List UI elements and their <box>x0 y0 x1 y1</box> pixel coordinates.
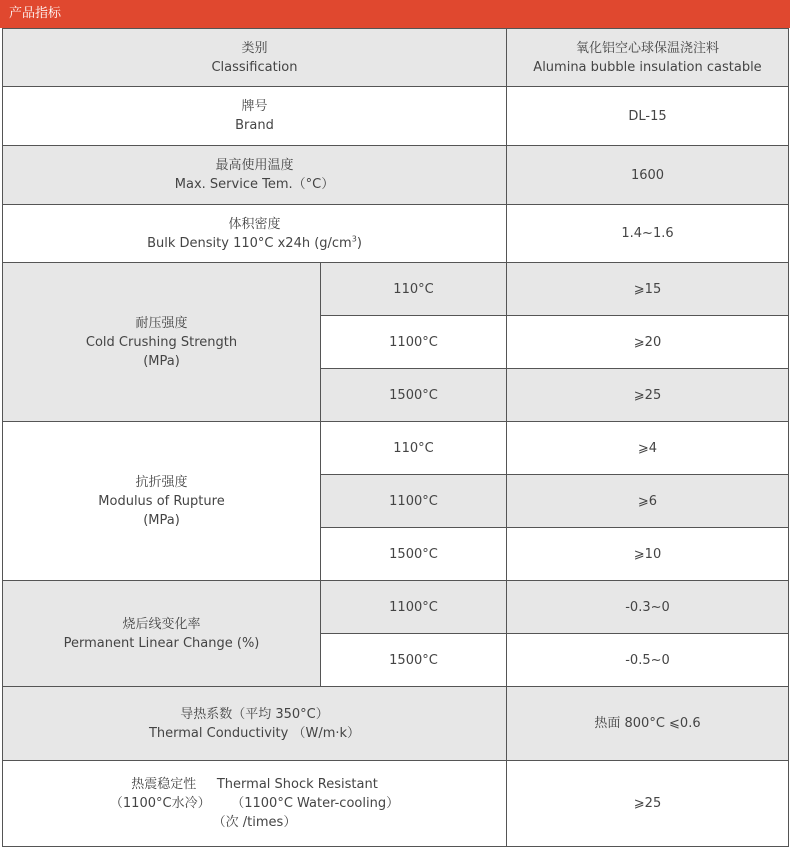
product-header: 氧化铝空心球保温浇注料 Alumina bubble insulation castable <box>507 29 789 87</box>
ccs-value: ⩾15 <box>507 263 789 316</box>
mor-value: ⩾4 <box>507 422 789 475</box>
max-temp-label: 最高使用温度 Max. Service Tem.（°C） <box>3 146 507 205</box>
table-row-thermal-conductivity <box>3 687 789 761</box>
table-row-plc-1 <box>3 581 789 634</box>
table-row-mor-1 <box>3 422 789 475</box>
plc-value: -0.5~0 <box>507 634 789 687</box>
ccs-value: ⩾25 <box>507 369 789 422</box>
section-header <box>0 0 790 28</box>
ccs-temp: 1500°C <box>321 369 507 422</box>
bulk-density-label: 体积密度 Bulk Density 110°C x24h $(g/cm^3)$ <box>3 205 507 263</box>
mor-value: ⩾10 <box>507 528 789 581</box>
section-title: 产品指标 <box>9 6 62 21</box>
thermal-conductivity-value: 热面 800°C ⩽0.6 <box>507 687 789 761</box>
table-row-header <box>3 29 789 87</box>
thermal-shock-label: 热震稳定性 Thermal Shock Resistant （1100°C水冷） （1100°C Water-cooling） （次 /times） <box>3 761 507 847</box>
ccs-temp: 1100°C <box>321 316 507 369</box>
thermal-shock-value: ⩾25 <box>507 761 789 847</box>
ccs-label: 耐压强度 Cold Crushing Strength (MPa) <box>3 263 321 422</box>
table-row-bulk-density <box>3 205 789 263</box>
mor-temp: 110°C <box>321 422 507 475</box>
plc-label: 烧后线变化率 Permanent Linear Change (%) <box>3 581 321 687</box>
bulk-density-value: 1.4~1.6 <box>507 205 789 263</box>
brand-label: 牌号 Brand <box>3 87 507 146</box>
ccs-value: ⩾20 <box>507 316 789 369</box>
plc-temp: 1100°C <box>321 581 507 634</box>
mor-temp: 1500°C <box>321 528 507 581</box>
table-row-thermal-shock <box>3 761 789 847</box>
thermal-conductivity-label: 导热系数（平均 350°C） Thermal Conductivity （W/m·k） <box>3 687 507 761</box>
table-row-ccs-1 <box>3 263 789 316</box>
mor-temp: 1100°C <box>321 475 507 528</box>
brand-value: DL-15 <box>507 87 789 146</box>
ccs-temp: 110°C <box>321 263 507 316</box>
table-row-brand <box>3 87 789 146</box>
mor-label: 抗折强度 Modulus of Rupture (MPa) <box>3 422 321 581</box>
classification-header: 类别 Classification <box>3 29 507 87</box>
mor-value: ⩾6 <box>507 475 789 528</box>
max-temp-value: 1600 <box>507 146 789 205</box>
plc-temp: 1500°C <box>321 634 507 687</box>
spec-table <box>2 28 789 847</box>
plc-value: -0.3~0 <box>507 581 789 634</box>
table-row-max-temp <box>3 146 789 205</box>
